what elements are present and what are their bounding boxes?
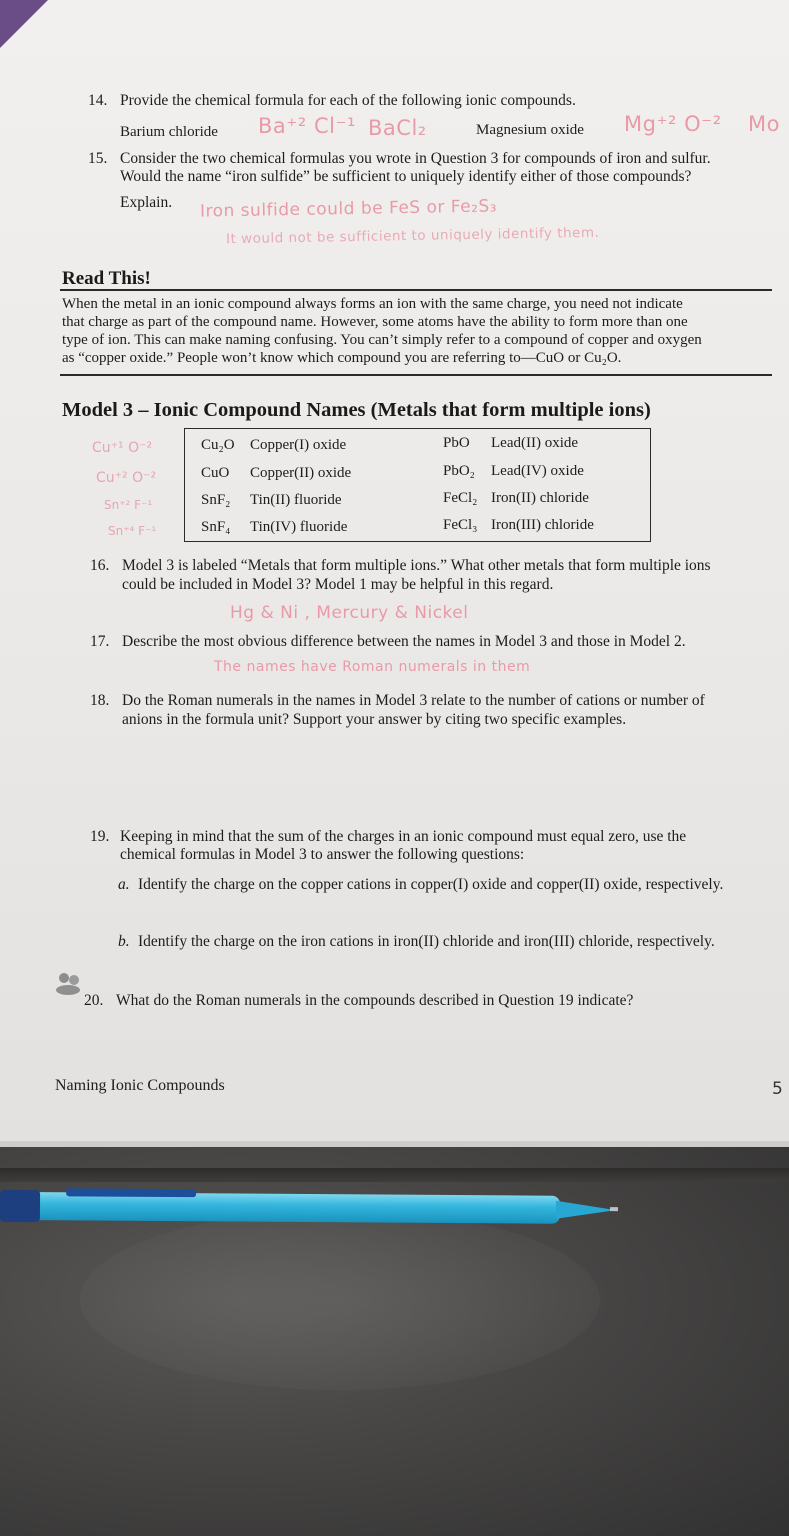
model3-row1-name-left: Copper(I) oxide [250,437,347,453]
q17-text: Describe the most obvious difference between the names in Model 3 and those in Model 2. [122,633,686,650]
q14-item2-answer: Mo [748,112,780,136]
q16-number: 16. [90,557,110,574]
q18-number: 18. [90,692,110,709]
read-this-line2: that charge as part of the compound name. However, some atoms have the ability to form more than one [62,314,688,330]
read-this-bottom-rule [60,374,772,376]
read-this-title: Read This! [62,268,151,289]
model3-row3-name-right: Iron(II) chloride [491,490,589,506]
footer-title: Naming Ionic Compounds [55,1077,225,1094]
q15-number: 15. [88,150,108,167]
model3-row2-name-right: Lead(IV) oxide [491,463,584,479]
read-this-line4: as “copper oxide.” People won’t know which compound you are referring to—CuO or Cu₂O. [62,350,622,366]
q14-text: Provide the chemical formula for each of the following ionic compounds. [120,92,576,109]
q14-number: 14. [88,92,108,109]
page-number: 5 [772,1079,783,1099]
model3-margin-note-4: Sn⁺⁴ F⁻¹ [108,524,157,538]
model3-row3-formula-left: SnF₂ [201,492,231,508]
model3-row3-name-left: Tin(II) fluoride [250,492,342,508]
q19-b-text: Identify the charge on the iron cations in iron(II) chloride and iron(III) chloride, respectively. [138,933,715,950]
q20-text: What do the Roman numerals in the compounds described in Question 19 indicate? [116,992,634,1009]
q19-a-text: Identify the charge on the copper cations in copper(I) oxide and copper(II) oxide, respectively. [138,876,724,893]
q15-handwriting-2: It would not be sufficient to uniquely identify them. [225,224,600,248]
model3-margin-note-3: Sn⁺² F⁻¹ [104,498,153,512]
model3-row1-name-right: Lead(II) oxide [491,435,579,451]
model3-row2-name-left: Copper(II) oxide [250,465,352,481]
paper-edge [0,1141,789,1147]
pencil-cap [0,1190,40,1222]
q14-item1-ions: Ba⁺² Cl⁻¹ [258,114,356,138]
model3-row2-formula-right: PbO₂ [443,463,475,479]
model3-row2-formula-left: CuO [201,465,230,481]
model3-row4-formula-left: SnF₄ [201,519,231,535]
q15-line2: Would the name “iron sulfide” be sufficient to uniquely identify either of those compounds? [120,168,692,185]
model3-margin-note-2: Cu⁺² O⁻² [96,470,157,486]
q16-line2: could be included in Model 3? Model 1 may be helpful in this regard. [122,576,554,593]
q14-item2-label: Magnesium oxide [476,122,584,138]
read-this-line3: type of ion. This can make naming confusing. You can’t simply refer to a compound of copper and oxygen [62,332,702,348]
model3-row4-formula-right: FeCl₃ [443,517,478,533]
model3-row1-formula-right: PbO [443,435,470,451]
q20-number: 20. [84,992,104,1009]
q15-line1: Consider the two chemical formulas you wrote in Question 3 for compounds of iron and sulfur. [120,150,711,167]
q18-line1: Do the Roman numerals in the names in Model 3 relate to the number of cations or number of [122,692,705,709]
model3-row4-name-left: Tin(IV) fluoride [250,519,348,535]
model3-title: Model 3 – Ionic Compound Names (Metals that form multiple ions) [62,399,651,421]
model3-row1-formula-left: Cu₂O [201,437,235,453]
q14-item2-ions: Mg⁺² O⁻² [624,112,722,136]
read-this-line1: When the metal in an ionic compound always forms an ion with the same charge, you need not indicate [62,296,683,312]
q19-b-label: b. [118,933,130,950]
q19-line1: Keeping in mind that the sum of the charges in an ionic compound must equal zero, use the [120,828,687,845]
pencil-lead [610,1207,618,1211]
pencil-barrel [0,1192,560,1224]
model3-row4-name-right: Iron(III) chloride [491,517,594,533]
q14-item1-label: Barium chloride [120,124,218,140]
pencil-tip [556,1201,616,1219]
q18-line2: anions in the formula unit? Support your answer by citing two specific examples. [122,711,627,728]
model3-table [184,428,651,542]
q15-line3: Explain. [120,194,173,211]
q19-line2: chemical formulas in Model 3 to answer the following questions: [120,846,525,863]
mechanical-pencil [0,1188,620,1228]
q17-handwriting: The names have Roman numerals in them [214,659,531,675]
q14-item1-answer: BaCl₂ [368,116,427,140]
q16-line1: Model 3 is labeled “Metals that form multiple ions.” What other metals that form multiple ions [122,557,711,574]
read-this-top-rule [60,289,772,291]
q19-number: 19. [90,828,110,845]
pencil-clip [66,1188,196,1197]
purple-corner [0,0,48,48]
dark-pen-body [0,1168,789,1182]
q16-handwriting: Hg & Ni , Mercury & Nickel [230,603,469,623]
q19-a-label: a. [118,876,130,893]
q15-handwriting-1: Iron sulfide could be FeS or Fe₂S₃ [199,196,498,222]
model3-row3-formula-right: FeCl₂ [443,490,478,506]
q17-number: 17. [90,633,110,650]
model3-margin-note-1: Cu⁺¹ O⁻² [92,440,153,456]
group-icon [54,970,88,996]
